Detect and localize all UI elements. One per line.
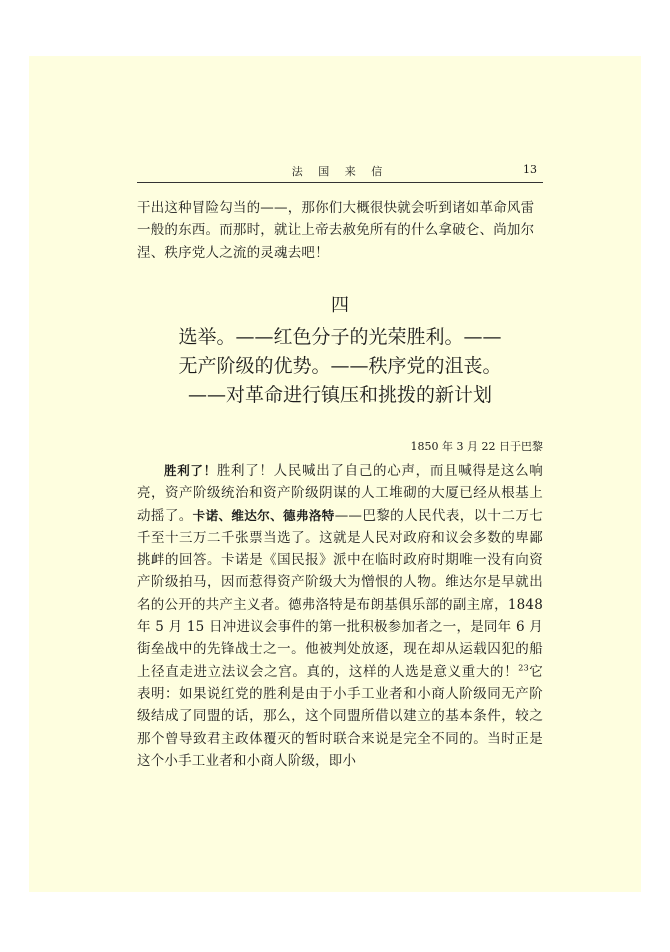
page-number: 13 (523, 163, 537, 176)
running-title: 法 国 来 信 (291, 165, 389, 178)
paragraph-text-3: 它表明：如果说红党的胜利是由于小手工业者和小商人阶级同无产阶级结成了同盟的话，那么，这个同盟所借以建立的基本条件，较之那个曾导致君主政体覆灭的暂时联合来说是完全不同的。当时正是这个小手工业者和小商人阶级，即小 (137, 663, 543, 769)
bold-victory: 胜利了！ (164, 463, 217, 478)
section-title-line-1: 选举。——红色分子的光荣胜利。—— (178, 326, 502, 348)
section-number: 四 (331, 295, 349, 316)
paragraph-text-2: ——巴黎的人民代表，以十二万七千至十三万二千张票当选了。这就是人民对政府和议会多数的卑鄙挑衅的回答。卡诺是《国民报》派中在临时政府时期唯一没有向资产阶级拍马，因而惹得资产阶级大为憎恨的人物。维达尔是早就出名的公开的共产主义者。德弗洛特是布朗基俱乐部的副主席，1848 年 5 月 15 日冲进议会事件的第一批积极参加者之一，是同年 6 月街垒战中的先锋战士之一。他被判处放逐，现在却从运载囚犯的船上径直走进立法议会之宫。真的，这样的人选是意义重大的！ (137, 507, 543, 680)
paragraph-text-1: 胜利了！人民喊出了自己的心声，而且喊得是这么响亮，资产阶级统治和资产阶级阴谋的人工堆砌的大厦已经从根基上动摇了。 (137, 463, 543, 524)
paragraph-main (137, 460, 543, 772)
running-header (137, 158, 543, 183)
section-title-line-2: 无产阶级的优势。——秩序党的沮丧。 (178, 355, 502, 377)
bold-names: 卡诺、维达尔、德弗洛特 (192, 507, 335, 523)
dateline: 1850 年 3 月 22 日于巴黎 (410, 440, 543, 453)
footnote-marker[interactable]: 23 (518, 663, 529, 673)
section-title-line-3: ——对革命进行镇压和挑拨的新计划 (187, 384, 492, 406)
section-title (137, 323, 543, 410)
paragraph-continued: 干出这种冒险勾当的——，那你们大概很快就会听到诸如革命风雷一般的东西。而那时，就让上帝去赦免所有的什么拿破仑、尚加尔涅、秩序党人之流的灵魂去吧！ (137, 200, 535, 261)
